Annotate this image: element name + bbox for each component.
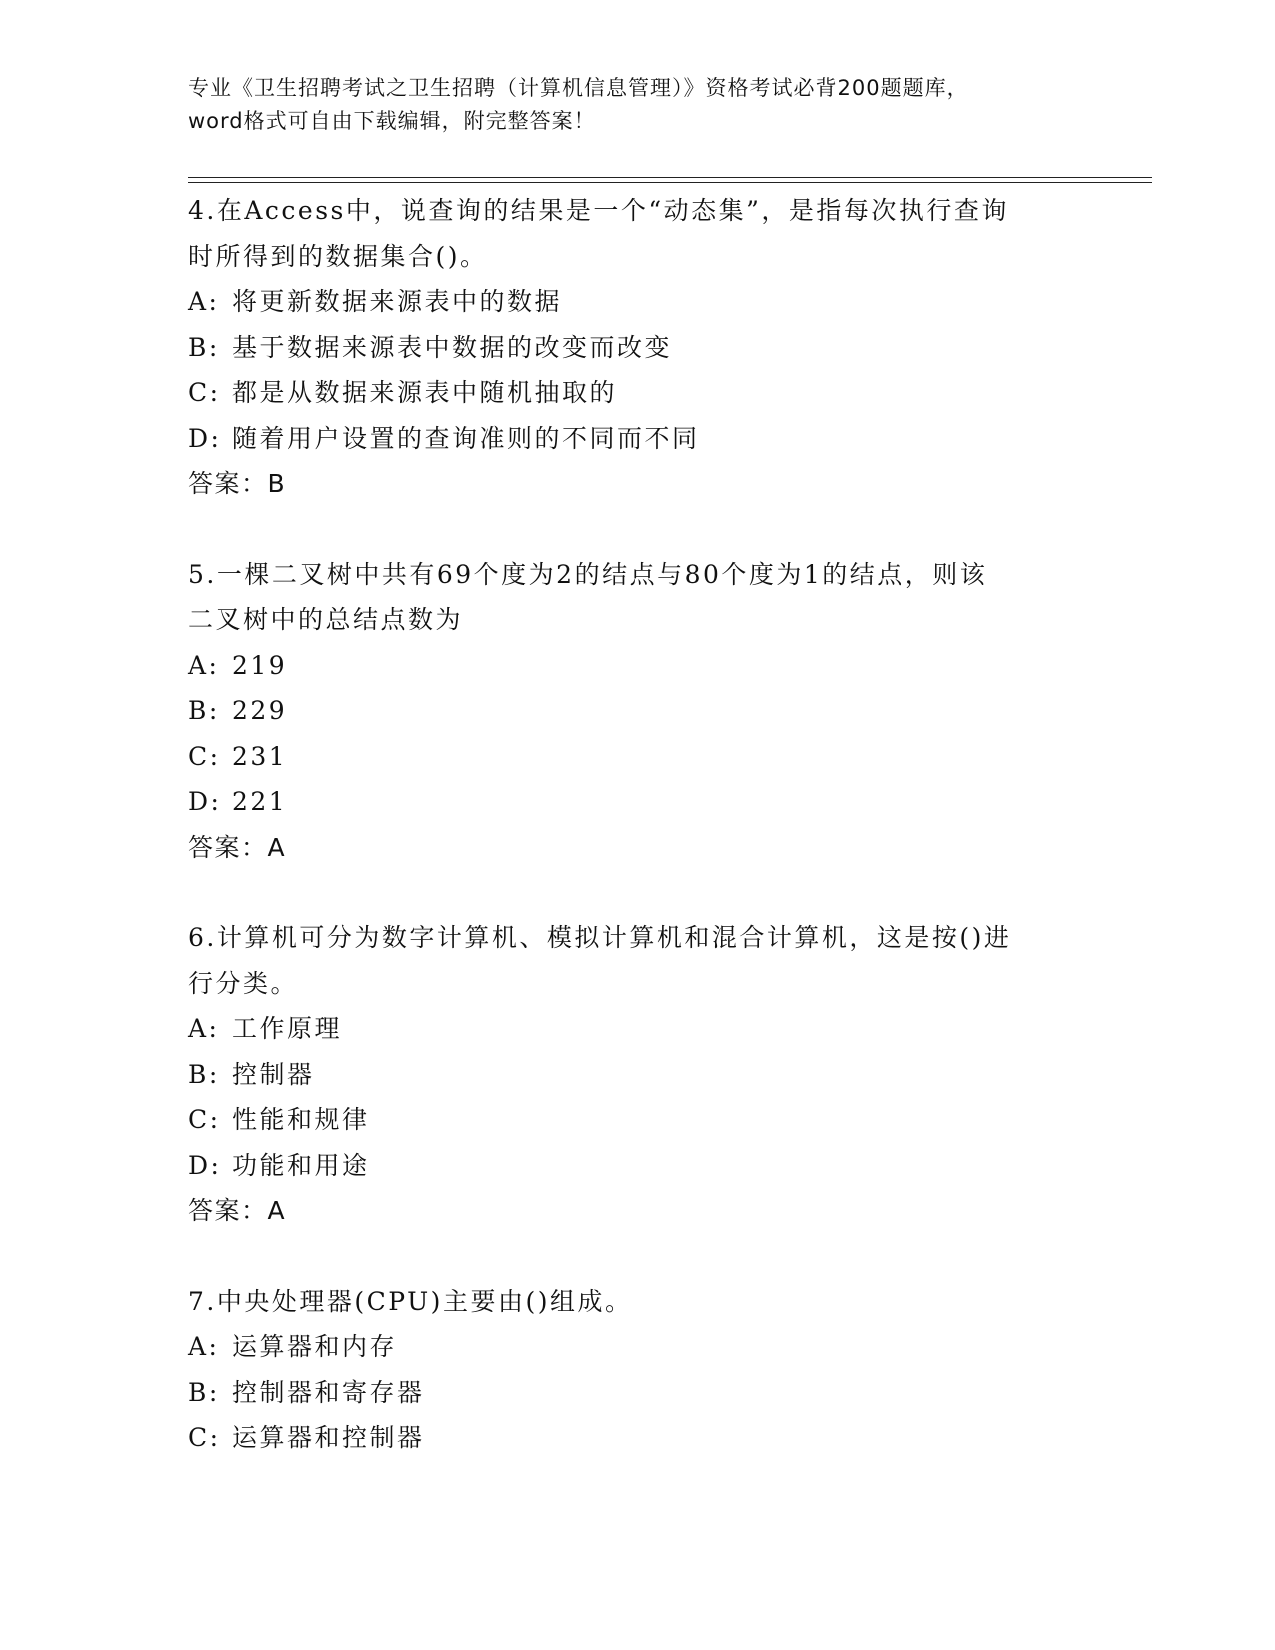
- option-text: 将更新数据来源表中的数据: [232, 287, 563, 316]
- option-text: 都是从数据来源表中随机抽取的: [232, 378, 618, 407]
- question-text-line: 二叉树中的总结点数为: [188, 605, 464, 634]
- option-a: [188, 1324, 1088, 1370]
- question-text-line: 时所得到的数据集合()。: [188, 241, 488, 271]
- option-letter: A:: [188, 287, 220, 316]
- option-letter: D:: [188, 423, 222, 453]
- option-letter: A:: [188, 1014, 220, 1043]
- question-5: [188, 552, 1088, 871]
- header-divider-top: [188, 177, 1152, 178]
- option-d: [188, 1143, 1088, 1189]
- option-letter: C:: [188, 741, 221, 771]
- option-c: [188, 734, 1088, 780]
- answer-line: 答案：A: [188, 1196, 287, 1225]
- option-b: [188, 1370, 1088, 1416]
- option-text: 运算器和内存: [232, 1332, 398, 1361]
- option-c: [188, 1097, 1088, 1143]
- option-text: 219: [232, 650, 288, 680]
- question-text-line: 5.一棵二叉树中共有69个度为2的结点与80个度为1的结点，则该: [188, 559, 988, 589]
- option-text: 工作原理: [232, 1014, 343, 1043]
- option-text: 控制器和寄存器: [232, 1377, 425, 1407]
- document-header: [188, 72, 1088, 138]
- option-letter: C:: [188, 1423, 221, 1452]
- option-d: [188, 779, 1088, 825]
- question-7: [188, 1279, 1088, 1461]
- option-text: 控制器: [232, 1059, 315, 1089]
- option-text: 性能和规律: [232, 1105, 370, 1134]
- question-4: [188, 188, 1088, 507]
- header-line-2: word格式可自由下载编辑，附完整答案！: [188, 109, 596, 133]
- header-divider-bottom: [188, 182, 1152, 183]
- question-text-line: 6.计算机可分为数字计算机、模拟计算机和混合计算机，这是按()进: [188, 923, 1012, 952]
- option-a: [188, 1006, 1088, 1052]
- option-letter: B:: [188, 332, 220, 362]
- option-text: 基于数据来源表中数据的改变而改变: [232, 332, 673, 362]
- option-text: 231: [232, 741, 288, 771]
- option-letter: B:: [188, 1377, 220, 1407]
- question-text-line: 行分类。: [188, 968, 299, 998]
- header-line-1: 专业《卫生招聘考试之卫生招聘（计算机信息管理）》资格考试必背200题题库，: [188, 76, 969, 100]
- option-letter: C:: [188, 378, 221, 407]
- option-text: 229: [232, 696, 288, 725]
- question-text-line: 4.在Access中，说查询的结果是一个“动态集”，是指每次执行查询: [188, 196, 1009, 225]
- option-text: 运算器和控制器: [232, 1423, 425, 1452]
- option-b: [188, 688, 1088, 734]
- answer-line: 答案：A: [188, 832, 287, 862]
- option-text: 功能和用途: [232, 1150, 370, 1180]
- option-letter: A:: [188, 1332, 220, 1361]
- option-text: 221: [232, 787, 288, 816]
- question-list: [188, 188, 1088, 1506]
- option-letter: B:: [188, 1059, 220, 1089]
- option-b: [188, 1052, 1088, 1098]
- option-letter: D:: [188, 787, 222, 816]
- option-a: [188, 279, 1088, 325]
- option-letter: A:: [188, 650, 220, 680]
- question-6: [188, 915, 1088, 1234]
- question-text-line: 7.中央处理器(CPU)主要由()组成。: [188, 1286, 633, 1316]
- option-c: [188, 370, 1088, 416]
- option-b: [188, 325, 1088, 371]
- option-letter: C:: [188, 1105, 221, 1134]
- option-letter: B:: [188, 696, 220, 725]
- option-letter: D:: [188, 1150, 222, 1180]
- option-c: [188, 1415, 1088, 1461]
- answer-line: 答案：B: [188, 469, 287, 498]
- option-text: 随着用户设置的查询准则的不同而不同: [232, 423, 700, 453]
- option-d: [188, 416, 1088, 462]
- option-a: [188, 643, 1088, 689]
